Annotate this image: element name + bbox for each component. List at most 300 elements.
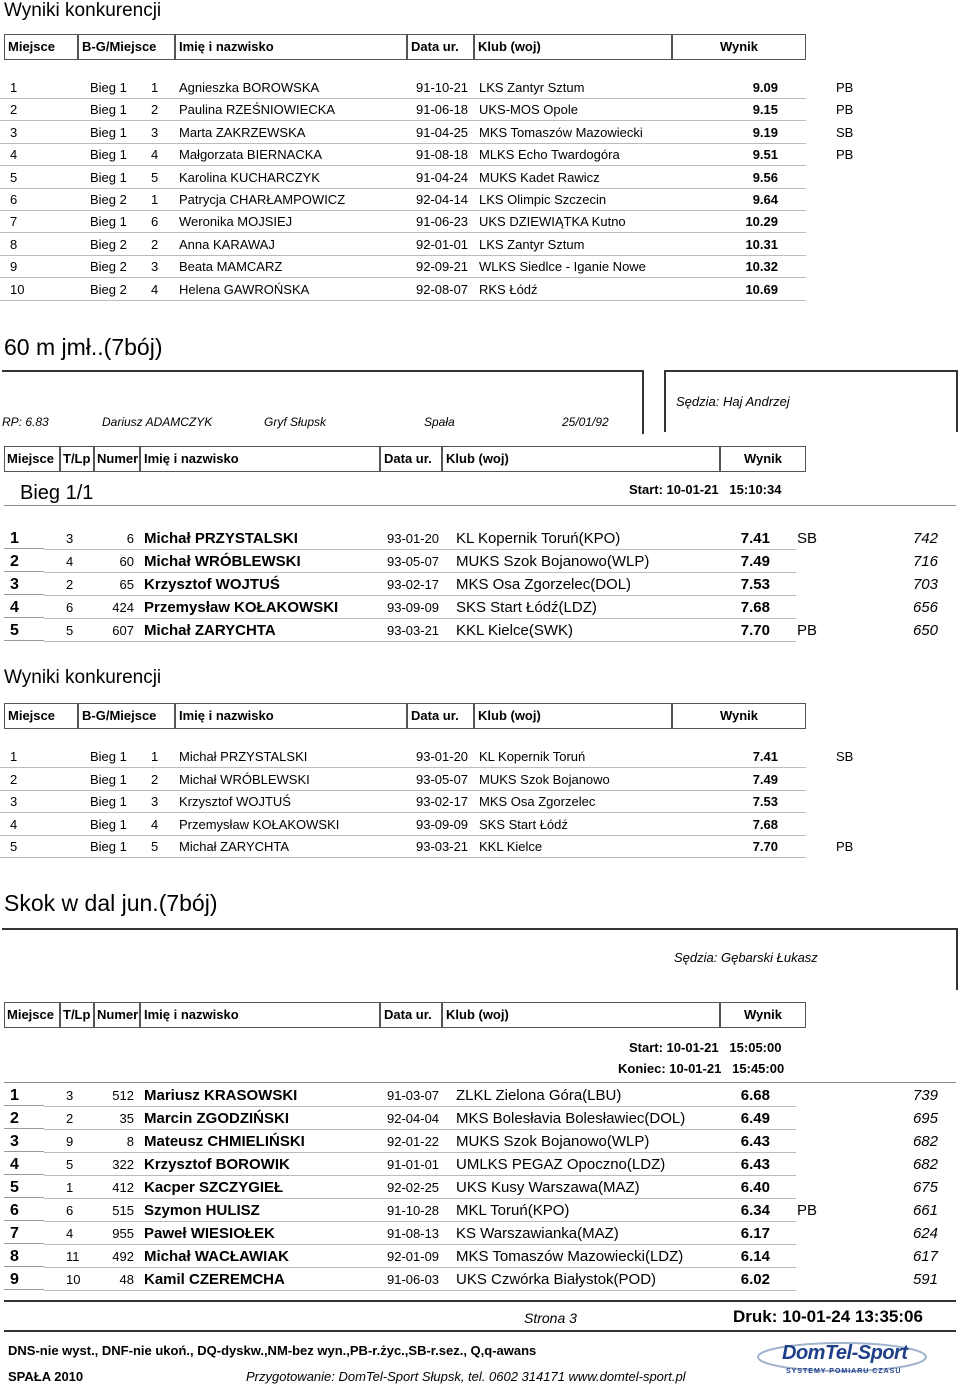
cell-heat: Bieg 2 (90, 259, 127, 275)
info-box (2, 928, 958, 990)
cell-club: SKS Start Łódź(LDZ) (456, 599, 597, 616)
cell-name: Przemysław KOŁAKOWSKI (179, 816, 340, 832)
record-date: 25/01/92 (562, 415, 609, 429)
table-row (0, 279, 880, 301)
cell-dob: 92-04-14 (416, 192, 469, 207)
cell-heat-position: 2 (151, 771, 159, 787)
cell-dob: 91-04-24 (416, 169, 469, 185)
cell-note: PB (836, 102, 854, 118)
cell-bib: 607 (112, 623, 134, 638)
cell-dob: 91-10-21 (416, 80, 469, 95)
cell-heat: Bieg 2 (90, 281, 127, 297)
table-row (0, 144, 880, 166)
cell-dob: 91-06-23 (416, 214, 469, 230)
cell-bib: 512 (112, 1088, 134, 1103)
table-row (0, 167, 880, 189)
cell-lane: 10 (66, 1272, 81, 1287)
cell-dob: 93-02-17 (387, 577, 440, 592)
table-row (0, 1199, 950, 1222)
cell-place: 1 (4, 1084, 44, 1106)
cell-place: 6 (10, 192, 18, 207)
cell-result: 7.70 (740, 622, 770, 639)
cell-lane: 2 (66, 577, 74, 592)
table-row (0, 77, 880, 99)
cell-club: UKS Kusy Warszawa(MAZ) (456, 1179, 640, 1196)
cell-lane: 3 (66, 531, 74, 546)
header-result: Wynik (720, 446, 806, 472)
cell-dob: 91-10-28 (387, 1203, 440, 1218)
cell-place: 9 (10, 259, 18, 275)
row-divider (0, 300, 806, 301)
cell-bib: 424 (112, 600, 134, 615)
cell-lane: 11 (66, 1249, 80, 1264)
cell-club: RKS Łódź (479, 281, 538, 297)
cell-result: 9.51 (752, 147, 778, 163)
cell-bib: 492 (112, 1249, 134, 1264)
cell-name: Michał WACŁAWIAK (144, 1248, 289, 1265)
table-row (0, 746, 880, 768)
header-club: Klub (woj) (474, 34, 672, 60)
cell-club: LKS Zantyr Sztum (479, 236, 585, 252)
cell-result: 9.09 (752, 80, 778, 95)
header-place: Miejsce (4, 703, 78, 729)
cell-place: 9 (4, 1268, 44, 1290)
table-row (0, 573, 950, 596)
cell-name: Michał PRZYSTALSKI (179, 749, 308, 764)
cell-name: Mariusz KRASOWSKI (144, 1087, 298, 1104)
cell-place: 2 (4, 550, 44, 572)
cell-club: KL Kopernik Toruń (479, 749, 586, 764)
header-club: Klub (woj) (442, 446, 720, 472)
record-club: Gryf Słupsk (264, 415, 327, 429)
cell-dob: 91-06-18 (416, 102, 469, 118)
table-row (0, 1268, 950, 1291)
cell-name: Mateusz CHMIELIŃSKI (144, 1133, 305, 1150)
judge-name: Sędzia: Gębarski Łukasz (674, 950, 818, 965)
cell-name: Paulina RZEŚNIOWIECKA (179, 102, 336, 118)
cell-result: 9.64 (752, 192, 778, 207)
cell-lane: 3 (66, 1088, 74, 1103)
cell-name: Beata MAMCARZ (179, 259, 283, 275)
header-place: Miejsce (4, 34, 78, 60)
section-title: Wyniki konkurencji (4, 667, 162, 688)
divider (4, 1082, 956, 1083)
table-row (0, 234, 880, 256)
cell-lane: 4 (66, 554, 74, 569)
cell-name: Michał WRÓBLEWSKI (144, 553, 301, 570)
cell-heat: Bieg 1 (90, 169, 127, 185)
record-place: Spała (424, 415, 455, 429)
cell-result: 9.19 (752, 124, 778, 140)
footer-divider (4, 1330, 956, 1332)
cell-heat-position: 4 (151, 147, 159, 163)
cell-points: 695 (912, 1110, 938, 1127)
cell-bib: 6 (126, 531, 134, 546)
cell-name: Michał ZARYCHTA (144, 622, 276, 639)
table-header (0, 34, 806, 60)
header-place: Miejsce (4, 1002, 60, 1028)
cell-club: MUKS Szok Bojanowo (479, 771, 610, 787)
cell-club: ZLKL Zielona Góra(LBU) (456, 1087, 622, 1104)
table-row (0, 1084, 950, 1107)
header-name: Imię i nazwisko (175, 703, 407, 729)
cell-heat: Bieg 1 (90, 816, 127, 832)
cell-note: PB (797, 1202, 818, 1219)
cell-heat-position: 2 (151, 102, 159, 118)
cell-result: 6.43 (740, 1133, 770, 1150)
event-title: Skok w dal jun.(7bój) (4, 890, 218, 916)
cell-heat-position: 4 (151, 281, 159, 297)
cell-dob: 91-08-13 (387, 1226, 440, 1241)
judge-box (664, 370, 958, 432)
cell-dob: 92-09-21 (416, 259, 469, 275)
cell-bib: 35 (119, 1111, 134, 1126)
cell-result: 7.49 (740, 553, 770, 570)
cell-heat: Bieg 1 (90, 147, 127, 163)
cell-lane: 9 (66, 1134, 74, 1149)
cell-place: 7 (10, 214, 18, 230)
cell-dob: 91-04-25 (416, 124, 469, 140)
cell-place: 3 (10, 794, 18, 810)
cell-heat-position: 3 (151, 259, 159, 275)
cell-club: KL Kopernik Toruń(KPO) (456, 530, 621, 547)
table-row (0, 1245, 950, 1268)
cell-name: Karolina KUCHARCZYK (179, 169, 320, 185)
cell-club: WLKS Siedlce - Iganie Nowe (479, 259, 646, 275)
cell-place: 5 (10, 839, 18, 855)
cell-dob: 91-08-18 (416, 147, 469, 163)
cell-name: Marta ZAKRZEWSKA (179, 124, 306, 140)
table-row (0, 256, 880, 278)
cell-club: UKS DZIEWIĄTKA Kutno (479, 214, 626, 230)
cell-heat: Bieg 2 (90, 236, 127, 252)
cell-result: 6.68 (740, 1087, 770, 1104)
cell-heat-position: 6 (151, 214, 159, 230)
cell-place: 1 (4, 527, 44, 549)
header-lane: T/Lp (60, 446, 94, 472)
page-number: Strona 3 (524, 1310, 577, 1326)
cell-result: 10.32 (745, 259, 778, 275)
header-name: Imię i nazwisko (175, 34, 407, 60)
header-result: Wynik (720, 1002, 806, 1028)
cell-dob: 93-05-07 (387, 554, 440, 569)
cell-club: MKS Tomaszów Mazowiecki (479, 124, 643, 140)
cell-result: 7.70 (752, 839, 778, 855)
table-row (0, 791, 880, 813)
cell-points: 682 (912, 1133, 938, 1150)
cell-heat: Bieg 1 (90, 124, 127, 140)
cell-heat-position: 5 (151, 169, 159, 185)
cell-lane: 4 (66, 1226, 74, 1241)
cell-place: 7 (4, 1222, 44, 1244)
cell-club: SKS Start Łódź (479, 816, 568, 832)
cell-result: 6.02 (740, 1271, 770, 1288)
cell-heat-position: 1 (151, 80, 159, 95)
cell-name: Kamil CZEREMCHA (144, 1271, 285, 1288)
cell-lane: 5 (66, 623, 74, 638)
cell-club: KS Warszawianka(MAZ) (456, 1225, 619, 1242)
cell-points: 682 (912, 1156, 938, 1173)
cell-heat-position: 1 (151, 192, 159, 207)
cell-heat: Bieg 1 (90, 771, 127, 787)
table-header (0, 1002, 806, 1028)
cell-result: 6.34 (740, 1202, 770, 1219)
cell-place: 6 (4, 1199, 44, 1221)
cell-result: 7.53 (740, 576, 770, 593)
cell-club: LKS Olimpic Szczecin (479, 192, 607, 207)
cell-bib: 65 (119, 577, 134, 592)
cell-points: 656 (912, 599, 938, 616)
cell-heat: Bieg 2 (90, 192, 127, 207)
preparation-credit: Przygotowanie: DomTel-Sport Słupsk, tel. 0602 314171 www.domtel-sport.pl (246, 1369, 686, 1384)
cell-name: Patrycja CHARŁAMPOWICZ (179, 192, 346, 207)
cell-dob: 91-06-03 (387, 1272, 440, 1287)
cell-dob: 92-01-22 (387, 1134, 440, 1149)
cell-heat: Bieg 1 (90, 80, 127, 95)
cell-points: 591 (912, 1271, 938, 1288)
cell-name: Przemysław KOŁAKOWSKI (144, 599, 339, 616)
cell-place: 1 (10, 80, 18, 95)
cell-result: 6.14 (740, 1248, 770, 1265)
event-name: SPAŁA 2010 (8, 1369, 84, 1384)
cell-club: MKS Osa Zgorzelec (479, 794, 596, 810)
cell-place: 4 (4, 1153, 44, 1175)
cell-dob: 93-01-20 (416, 749, 469, 764)
cell-lane: 6 (66, 1203, 74, 1218)
cell-name: Agnieszka BOROWSKA (179, 80, 320, 95)
divider (4, 505, 956, 506)
cell-dob: 91-03-07 (387, 1088, 440, 1103)
cell-place: 2 (4, 1107, 44, 1129)
cell-name: Paweł WIESIOŁEK (144, 1225, 275, 1242)
start-time: Start: 10-01-21 15:10:34 (629, 482, 782, 497)
cell-place: 4 (4, 596, 44, 618)
table-row (0, 1107, 950, 1130)
cell-place: 2 (10, 771, 18, 787)
cell-dob: 93-03-21 (387, 623, 440, 638)
cell-note: SB (836, 124, 854, 140)
header-dob: Data ur. (380, 1002, 442, 1028)
cell-heat: Bieg 1 (90, 794, 127, 810)
cell-heat-position: 1 (151, 749, 159, 764)
cell-points: 675 (912, 1179, 938, 1196)
header-heat: B-G/Miejsce (78, 703, 175, 729)
table-row (0, 1130, 950, 1153)
cell-club: UMLKS PEGAZ Opoczno(LDZ) (456, 1156, 666, 1173)
domtel-logo (752, 1336, 930, 1380)
cell-place: 3 (10, 124, 18, 140)
cell-club: MUKS Szok Bojanowo(WLP) (456, 1133, 650, 1150)
table-row (0, 550, 950, 573)
table-row (0, 619, 950, 642)
cell-club: KKL Kielce (479, 839, 543, 855)
record-label: RP: 6.83 (2, 415, 49, 429)
cell-place: 5 (4, 619, 44, 641)
cell-name: Kacper SZCZYGIEŁ (144, 1179, 284, 1196)
cell-name: Krzysztof BOROWIK (144, 1156, 290, 1173)
header-dob: Data ur. (407, 34, 474, 60)
cell-dob: 93-09-09 (416, 816, 469, 832)
cell-heat-position: 3 (151, 124, 159, 140)
cell-name: Marcin ZGODZIŃSKI (144, 1110, 290, 1127)
header-lane: T/Lp (60, 1002, 94, 1028)
cell-place: 4 (10, 816, 18, 832)
cell-name: Małgorzata BIERNACKA (179, 147, 323, 163)
cell-place: 8 (10, 236, 18, 252)
logo-subtext: SYSTEMY POMIARU CZASU (786, 1368, 902, 1375)
table-row (0, 836, 880, 858)
cell-club: MKL Toruń(KPO) (456, 1202, 570, 1219)
cell-heat: Bieg 1 (90, 749, 127, 764)
cell-club: MKS Bolesłavia Bolesławiec(DOL) (456, 1110, 686, 1127)
cell-result: 10.29 (745, 214, 778, 230)
cell-club: UKS Czwórka Białystok(POD) (456, 1271, 657, 1288)
cell-dob: 93-03-21 (416, 839, 469, 855)
cell-name: Krzysztof WOJTUŚ (179, 794, 291, 810)
cell-club: UKS-MOS Opole (479, 102, 578, 118)
judge-name: Sędzia: Haj Andrzej (676, 394, 790, 409)
row-divider (44, 641, 796, 642)
table-header (0, 703, 806, 729)
cell-heat: Bieg 1 (90, 102, 127, 118)
record-holder: Dariusz ADAMCZYK (102, 415, 213, 429)
table-row (0, 1176, 950, 1199)
cell-dob: 93-02-17 (416, 794, 469, 810)
header-club: Klub (woj) (474, 703, 672, 729)
cell-points: 742 (912, 530, 938, 547)
cell-lane: 1 (66, 1180, 74, 1195)
cell-lane: 6 (66, 600, 74, 615)
cell-heat: Bieg 1 (90, 214, 127, 230)
record-box (2, 370, 644, 434)
header-club: Klub (woj) (442, 1002, 720, 1028)
cell-result: 7.41 (752, 749, 778, 764)
cell-note: PB (836, 839, 854, 855)
cell-place: 5 (4, 1176, 44, 1198)
table-row (0, 527, 950, 550)
cell-bib: 955 (112, 1226, 134, 1241)
table-row (0, 189, 880, 211)
cell-result: 7.41 (740, 530, 770, 547)
cell-dob: 92-04-04 (387, 1111, 440, 1126)
header-place: Miejsce (4, 446, 60, 472)
cell-result: 10.31 (745, 236, 778, 252)
cell-name: Weronika MOJSIEJ (179, 214, 293, 230)
cell-bib: 322 (112, 1157, 134, 1172)
cell-place: 3 (4, 573, 44, 595)
cell-club: LKS Zantyr Sztum (479, 80, 585, 95)
cell-lane: 5 (66, 1157, 74, 1172)
legend: DNS-nie wyst., DNF-nie ukoń., DQ-dyskw.,NM-bez wyn.,PB-r.życ.,SB-r.sez., Q,q-awans (8, 1343, 537, 1358)
cell-bib: 48 (119, 1272, 134, 1287)
cell-name: Michał WRÓBLEWSKI (179, 771, 310, 787)
table-row (0, 1153, 950, 1176)
row-divider (0, 857, 806, 858)
cell-dob: 93-01-20 (387, 531, 440, 546)
cell-place: 2 (10, 102, 18, 118)
header-name: Imię i nazwisko (140, 1002, 380, 1028)
cell-dob: 92-02-25 (387, 1180, 440, 1195)
header-heat: B-G/Miejsce (78, 34, 175, 60)
cell-points: 617 (912, 1248, 938, 1265)
cell-result: 7.49 (752, 771, 778, 787)
cell-bib: 515 (112, 1203, 134, 1218)
cell-heat-position: 4 (151, 816, 159, 832)
table-row (0, 596, 950, 619)
table-row (0, 814, 880, 836)
cell-name: Michał ZARYCHTA (179, 839, 290, 855)
cell-bib: 60 (119, 554, 134, 569)
cell-dob: 93-05-07 (416, 771, 469, 787)
cell-heat: Bieg 1 (90, 839, 127, 855)
cell-heat-position: 2 (151, 236, 159, 252)
cell-place: 8 (4, 1245, 44, 1267)
cell-heat-position: 5 (151, 839, 159, 855)
table-row (0, 99, 880, 121)
cell-points: 716 (912, 553, 938, 570)
cell-club: MUKS Kadet Rawicz (479, 169, 600, 185)
cell-place: 3 (4, 1130, 44, 1152)
cell-name: Helena GAWROŃSKA (179, 281, 310, 297)
header-result: Wynik (672, 703, 806, 729)
header-dob: Data ur. (380, 446, 442, 472)
footer-divider (4, 1300, 956, 1302)
header-dob: Data ur. (407, 703, 474, 729)
cell-result: 9.15 (752, 102, 778, 118)
cell-dob: 91-01-01 (387, 1157, 440, 1172)
cell-club: MLKS Echo Twardogóra (479, 147, 620, 163)
table-row (0, 769, 880, 791)
cell-note: PB (797, 622, 818, 639)
cell-place: 4 (10, 147, 18, 163)
cell-result: 7.68 (740, 599, 770, 616)
cell-note: PB (836, 147, 854, 163)
cell-result: 6.40 (740, 1179, 770, 1196)
cell-points: 624 (912, 1225, 938, 1242)
cell-lane: 2 (66, 1111, 74, 1126)
header-name: Imię i nazwisko (140, 446, 380, 472)
cell-result: 7.53 (752, 794, 778, 810)
print-date: Druk: 10-01-24 13:35:06 (733, 1307, 923, 1326)
cell-club: MKS Tomaszów Mazowiecki(LDZ) (456, 1248, 684, 1265)
cell-points: 650 (912, 622, 938, 639)
cell-dob: 92-08-07 (416, 281, 469, 297)
cell-points: 739 (912, 1087, 938, 1104)
table-row (0, 1222, 950, 1245)
cell-dob: 93-09-09 (387, 600, 440, 615)
cell-note: PB (836, 80, 854, 95)
cell-result: 6.17 (740, 1225, 770, 1242)
cell-name: Michał PRZYSTALSKI (144, 530, 298, 547)
logo-text: DomTel-Sport (782, 1342, 908, 1364)
heat-label: Bieg 1/1 (20, 482, 94, 504)
cell-name: Anna KARAWAJ (179, 236, 275, 252)
cell-result: 10.69 (745, 281, 778, 297)
cell-club: KKL Kielce(SWK) (456, 622, 573, 639)
table-header (0, 446, 806, 472)
table-row (0, 211, 880, 233)
cell-points: 661 (912, 1202, 938, 1219)
cell-name: Krzysztof WOJTUŚ (144, 576, 280, 593)
header-bib: Numer (94, 1002, 140, 1028)
header-result: Wynik (672, 34, 806, 60)
cell-name: Szymon HULISZ (144, 1202, 260, 1219)
cell-dob: 92-01-01 (416, 236, 469, 252)
cell-result: 7.68 (752, 816, 778, 832)
row-divider (44, 1290, 796, 1291)
cell-result: 6.43 (740, 1156, 770, 1173)
cell-points: 703 (912, 576, 938, 593)
